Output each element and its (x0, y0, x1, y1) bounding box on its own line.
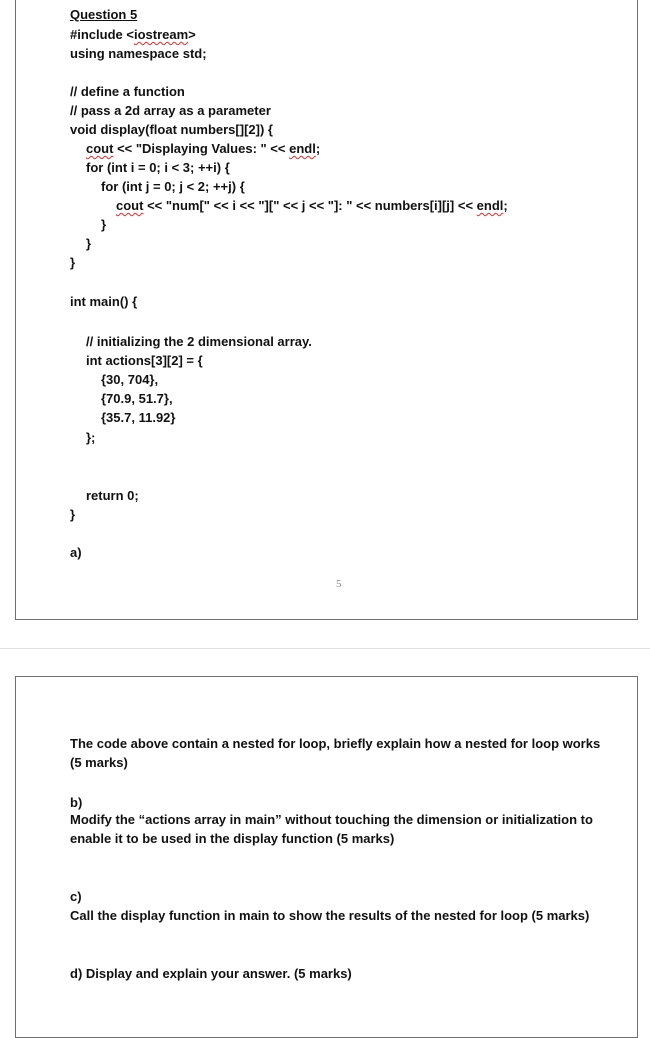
code-line: } (70, 507, 76, 522)
page-separator (0, 648, 650, 649)
code-line: } (70, 255, 76, 270)
document-page-2 (15, 676, 638, 1038)
part-c-question: Call the display function in main to show the results of the nested for loop (5 marks) (70, 908, 590, 923)
code-line: void display(float numbers[][2]) { (70, 122, 273, 137)
code-line: }; (86, 430, 96, 445)
code-line: // initializing the 2 dimensional array. (86, 334, 312, 349)
code-line: return 0; (86, 488, 139, 503)
part-b-label: b) (70, 795, 83, 810)
code-line: using namespace std; (70, 46, 207, 61)
code-line: {30, 704}, (101, 372, 159, 387)
part-c-label: c) (70, 889, 82, 904)
code-line: } (101, 217, 107, 232)
code-line: for (int j = 0; j < 2; ++j) { (101, 179, 245, 194)
code-line: int actions[3][2] = { (86, 353, 203, 368)
code-line: cout << "num[" << i << "][" << j << "]: " << numbers[i][j] << endl; (116, 198, 508, 213)
code-line: {35.7, 11.92} (101, 410, 176, 425)
code-line: int main() { (70, 294, 138, 309)
code-line: // pass a 2d array as a parameter (70, 103, 271, 118)
code-line: for (int i = 0; i < 3; ++i) { (86, 160, 230, 175)
code-line: } (86, 236, 92, 251)
part-a-label: a) (70, 545, 82, 560)
page-number: 5 (336, 578, 342, 590)
code-line: #include <iostream> (70, 27, 196, 42)
part-d-question: d) Display and explain your answer. (5 marks) (70, 966, 352, 981)
code-line: {70.9, 51.7}, (101, 391, 173, 406)
part-b-question: Modify the “actions array in main” without touching the dimension or initialization to enable it to be used in the display function (5 marks) (70, 812, 593, 846)
code-line: cout << "Displaying Values: " << endl; (86, 141, 321, 156)
question-title: Question 5 (70, 7, 138, 22)
document-page-1 (15, 0, 638, 620)
code-line: // define a function (70, 84, 185, 99)
part-a-question: The code above contain a nested for loop, briefly explain how a nested for loop works (5 marks) (70, 736, 601, 770)
